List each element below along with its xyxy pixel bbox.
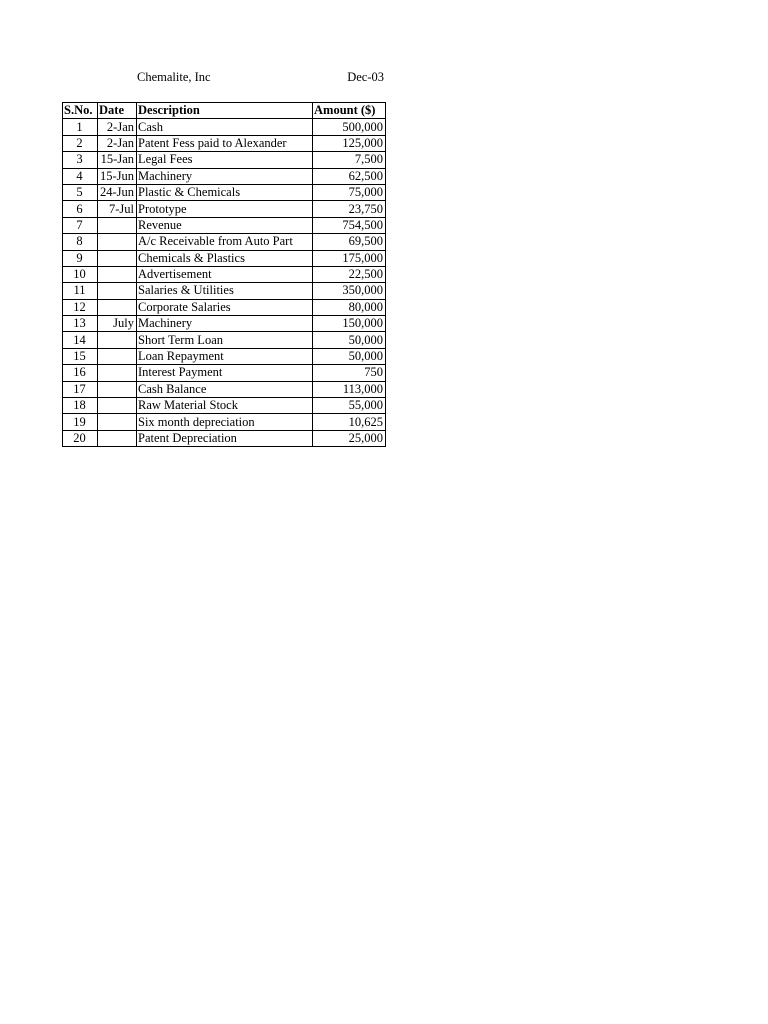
cell-date: 24-Jun xyxy=(98,184,137,200)
cell-date xyxy=(98,381,137,397)
table-row xyxy=(63,119,386,135)
cell-description: Machinery xyxy=(137,168,313,184)
cell-sno: 9 xyxy=(63,250,98,266)
cell-amount: 80,000 xyxy=(313,299,386,315)
cell-sno: 3 xyxy=(63,152,98,168)
cell-description: Plastic & Chemicals xyxy=(137,184,313,200)
cell-date: 15-Jun xyxy=(98,168,137,184)
cell-sno: 1 xyxy=(63,119,98,135)
cell-amount: 25,000 xyxy=(313,430,386,446)
table-row xyxy=(63,201,386,217)
cell-amount: 23,750 xyxy=(313,201,386,217)
cell-date: 2-Jan xyxy=(98,119,137,135)
cell-description: Patent Fess paid to Alexander xyxy=(137,135,313,151)
cell-description: Corporate Salaries xyxy=(137,299,313,315)
cell-description: Legal Fees xyxy=(137,152,313,168)
cell-amount: 75,000 xyxy=(313,184,386,200)
table-row xyxy=(63,348,386,364)
cell-amount: 10,625 xyxy=(313,414,386,430)
cell-description: Patent Depreciation xyxy=(137,430,313,446)
cell-sno: 2 xyxy=(63,135,98,151)
table-row xyxy=(63,184,386,200)
cell-sno: 8 xyxy=(63,234,98,250)
table-header-row xyxy=(63,103,386,119)
cell-amount: 125,000 xyxy=(313,135,386,151)
cell-date xyxy=(98,250,137,266)
table-row xyxy=(63,398,386,414)
report-period: Dec-03 xyxy=(347,70,384,84)
column-header-amount: Amount ($) xyxy=(313,103,386,119)
cell-amount: 175,000 xyxy=(313,250,386,266)
table-row xyxy=(63,266,386,282)
cell-date xyxy=(98,348,137,364)
cell-sno: 10 xyxy=(63,266,98,282)
table-row xyxy=(63,299,386,315)
cell-sno: 15 xyxy=(63,348,98,364)
cell-amount: 113,000 xyxy=(313,381,386,397)
cell-amount: 500,000 xyxy=(313,119,386,135)
cell-sno: 13 xyxy=(63,316,98,332)
cell-description: A/c Receivable from Auto Part xyxy=(137,234,313,250)
cell-amount: 50,000 xyxy=(313,332,386,348)
cell-date: 15-Jan xyxy=(98,152,137,168)
cell-description: Six month depreciation xyxy=(137,414,313,430)
cell-sno: 16 xyxy=(63,365,98,381)
cell-date xyxy=(98,430,137,446)
cell-sno: 20 xyxy=(63,430,98,446)
cell-sno: 4 xyxy=(63,168,98,184)
cell-description: Salaries & Utilities xyxy=(137,283,313,299)
cell-date xyxy=(98,234,137,250)
cell-sno: 11 xyxy=(63,283,98,299)
cell-description: Interest Payment xyxy=(137,365,313,381)
cell-amount: 22,500 xyxy=(313,266,386,282)
column-header-date: Date xyxy=(98,103,137,119)
table-row xyxy=(63,414,386,430)
cell-amount: 350,000 xyxy=(313,283,386,299)
table-row xyxy=(63,234,386,250)
ledger-table xyxy=(62,102,386,447)
cell-sno: 17 xyxy=(63,381,98,397)
table-row xyxy=(63,381,386,397)
cell-date xyxy=(98,414,137,430)
cell-date xyxy=(98,283,137,299)
table-row xyxy=(63,152,386,168)
cell-description: Cash Balance xyxy=(137,381,313,397)
table-row xyxy=(63,135,386,151)
cell-sno: 19 xyxy=(63,414,98,430)
cell-date xyxy=(98,217,137,233)
cell-date xyxy=(98,299,137,315)
cell-amount: 754,500 xyxy=(313,217,386,233)
cell-amount: 150,000 xyxy=(313,316,386,332)
cell-amount: 7,500 xyxy=(313,152,386,168)
cell-amount: 50,000 xyxy=(313,348,386,364)
cell-sno: 18 xyxy=(63,398,98,414)
cell-description: Raw Material Stock xyxy=(137,398,313,414)
table-row xyxy=(63,430,386,446)
cell-amount: 55,000 xyxy=(313,398,386,414)
table-row xyxy=(63,217,386,233)
table-row xyxy=(63,365,386,381)
cell-description: Revenue xyxy=(137,217,313,233)
cell-amount: 69,500 xyxy=(313,234,386,250)
cell-description: Prototype xyxy=(137,201,313,217)
cell-sno: 6 xyxy=(63,201,98,217)
table-row xyxy=(63,316,386,332)
cell-sno: 7 xyxy=(63,217,98,233)
cell-date xyxy=(98,332,137,348)
cell-sno: 5 xyxy=(63,184,98,200)
company-name: Chemalite, Inc xyxy=(137,70,211,84)
cell-amount: 62,500 xyxy=(313,168,386,184)
cell-date xyxy=(98,365,137,381)
cell-description: Loan Repayment xyxy=(137,348,313,364)
cell-date: July xyxy=(98,316,137,332)
ledger-body xyxy=(63,119,386,447)
cell-description: Short Term Loan xyxy=(137,332,313,348)
table-row xyxy=(63,250,386,266)
cell-amount: 750 xyxy=(313,365,386,381)
table-row xyxy=(63,283,386,299)
cell-sno: 12 xyxy=(63,299,98,315)
cell-date xyxy=(98,398,137,414)
cell-date: 7-Jul xyxy=(98,201,137,217)
cell-date: 2-Jan xyxy=(98,135,137,151)
cell-description: Machinery xyxy=(137,316,313,332)
table-row xyxy=(63,168,386,184)
column-header-description: Description xyxy=(137,103,313,119)
table-row xyxy=(63,332,386,348)
cell-sno: 14 xyxy=(63,332,98,348)
cell-description: Cash xyxy=(137,119,313,135)
cell-description: Chemicals & Plastics xyxy=(137,250,313,266)
column-header-sno: S.No. xyxy=(63,103,98,119)
cell-date xyxy=(98,266,137,282)
cell-description: Advertisement xyxy=(137,266,313,282)
